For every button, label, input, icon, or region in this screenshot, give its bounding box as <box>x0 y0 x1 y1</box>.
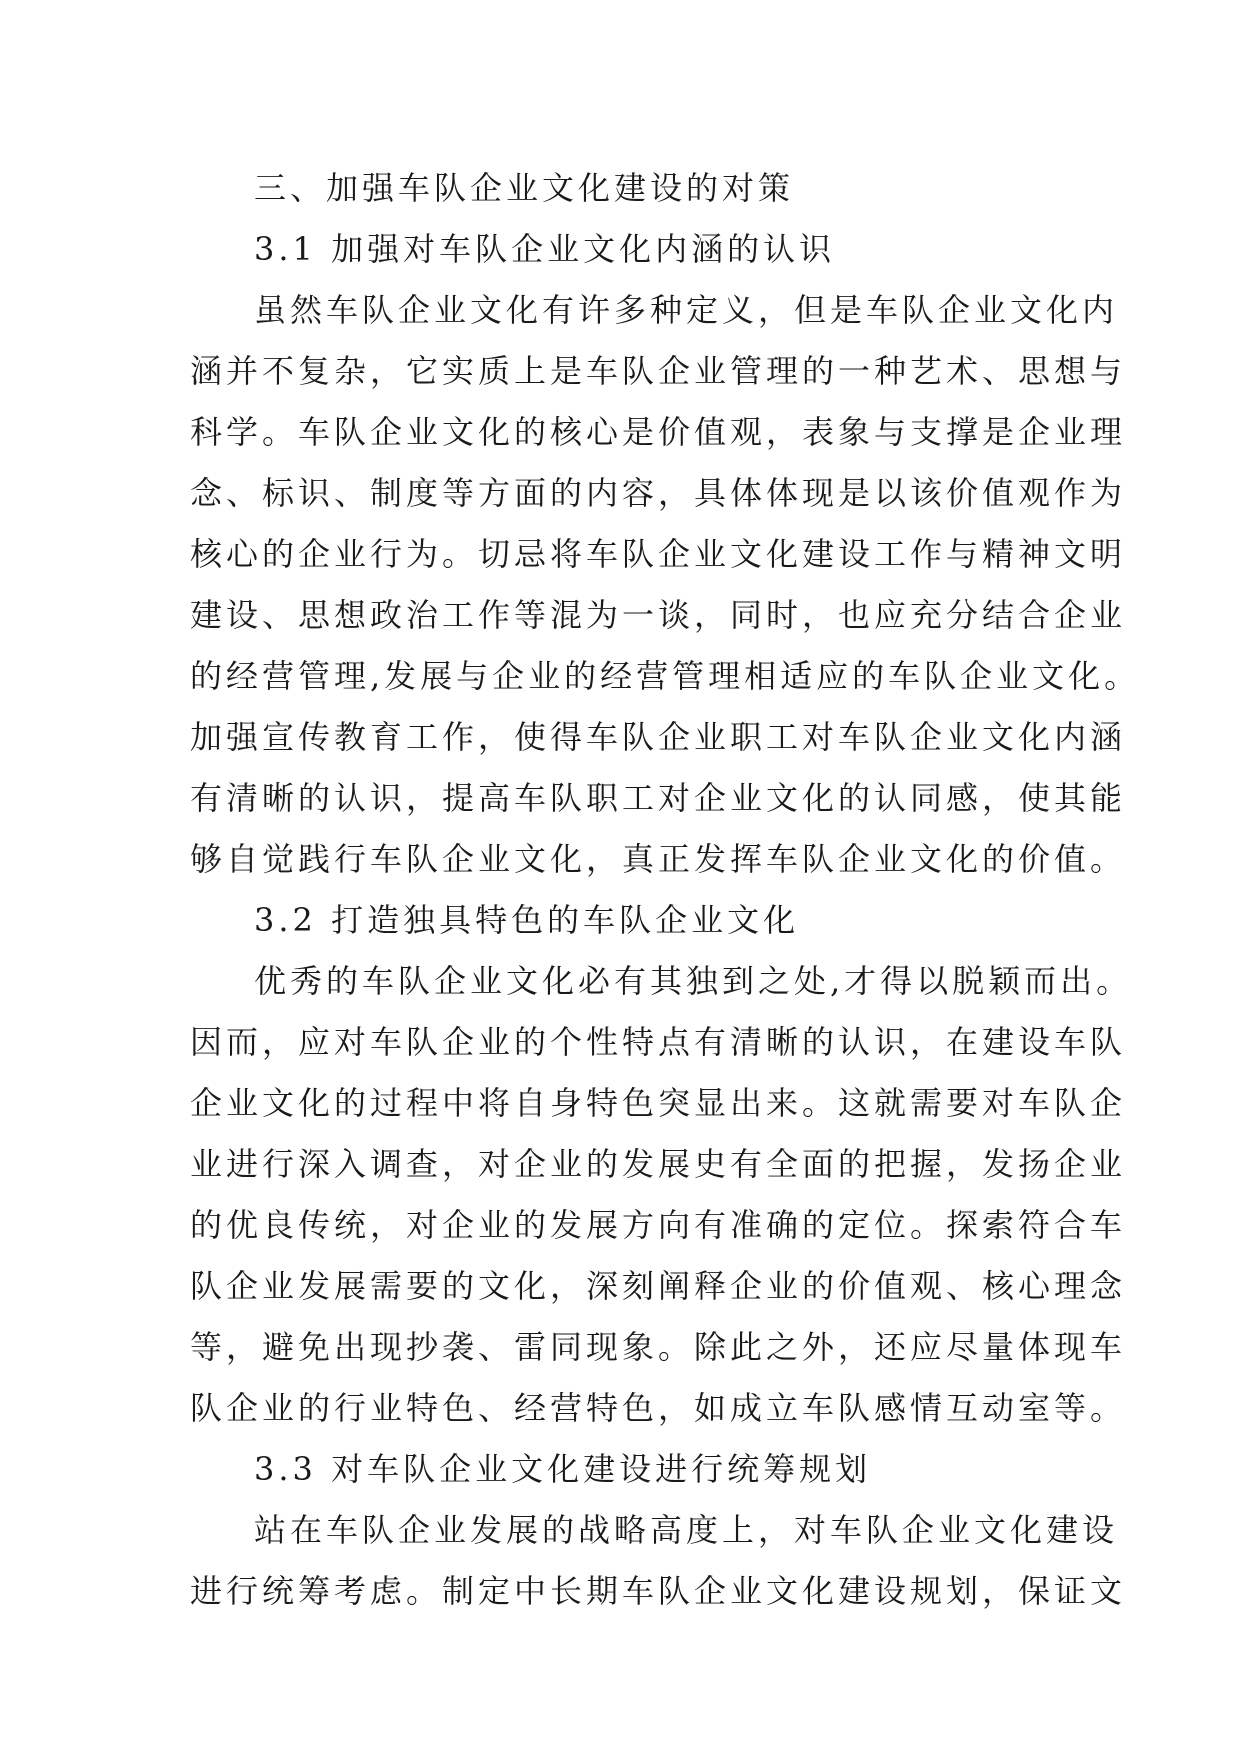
paragraph-line: 优秀的车队企业文化必有其独到之处,才得以脱颖而出。 <box>254 962 1133 1000</box>
subsection-heading: 3.3 对车队企业文化建设进行统筹规划 <box>254 1450 872 1488</box>
paragraph-line: 等，避免出现抄袭、雷同现象。除此之外，还应尽量体现车 <box>190 1328 1127 1366</box>
section-heading: 三、加强车队企业文化建设的对策 <box>254 169 795 207</box>
paragraph-line: 够自觉践行车队企业文化，真正发挥车队企业文化的价值。 <box>190 840 1127 878</box>
paragraph-line: 因而，应对车队企业的个性特点有清晰的认识，在建设车队 <box>190 1023 1127 1061</box>
paragraph-line: 建设、思想政治工作等混为一谈，同时，也应充分结合企业 <box>190 596 1127 634</box>
paragraph-line: 的优良传统，对企业的发展方向有准确的定位。探索符合车 <box>190 1206 1127 1244</box>
paragraph-line: 企业文化的过程中将自身特色突显出来。这就需要对车队企 <box>190 1084 1127 1122</box>
paragraph-line: 队企业发展需要的文化，深刻阐释企业的价值观、核心理念 <box>190 1267 1127 1305</box>
paragraph-line: 念、标识、制度等方面的内容，具体体现是以该价值观作为 <box>190 474 1127 512</box>
paragraph-line: 涵并不复杂，它实质上是车队企业管理的一种艺术、思想与 <box>190 352 1127 390</box>
paragraph-line: 科学。车队企业文化的核心是价值观，表象与支撑是企业理 <box>190 413 1127 451</box>
paragraph-line: 进行统筹考虑。制定中长期车队企业文化建设规划，保证文 <box>190 1572 1127 1610</box>
paragraph-line: 虽然车队企业文化有许多种定义，但是车队企业文化内 <box>254 291 1119 329</box>
paragraph-line: 有清晰的认识，提高车队职工对企业文化的认同感，使其能 <box>190 779 1127 817</box>
paragraph-line: 核心的企业行为。切忌将车队企业文化建设工作与精神文明 <box>190 535 1127 573</box>
paragraph-line: 业进行深入调查，对企业的发展史有全面的把握，发扬企业 <box>190 1145 1127 1183</box>
subsection-heading: 3.2 打造独具特色的车队企业文化 <box>254 901 800 939</box>
subsection-heading: 3.1 加强对车队企业文化内涵的认识 <box>254 230 836 268</box>
paragraph-line: 站在车队企业发展的战略高度上，对车队企业文化建设 <box>254 1511 1119 1549</box>
body-text <box>190 158 1141 1622</box>
paragraph-line: 的经营管理,发展与企业的经营管理相适应的车队企业文化。 <box>190 657 1141 695</box>
paragraph-line: 队企业的行业特色、经营特色，如成立车队感情互动室等。 <box>190 1389 1127 1427</box>
paragraph-line: 加强宣传教育工作，使得车队企业职工对车队企业文化内涵 <box>190 718 1127 756</box>
